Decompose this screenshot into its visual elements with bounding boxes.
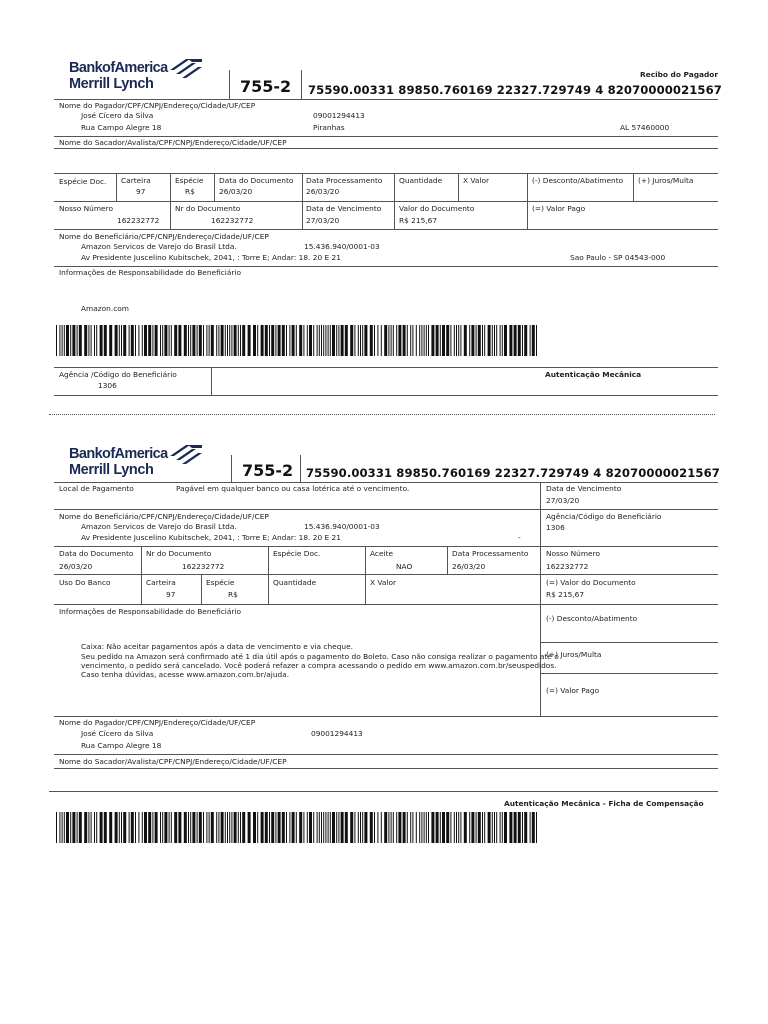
aceite-value: NAO xyxy=(396,562,413,571)
data-processamento-value: 26/03/20 xyxy=(306,187,340,196)
especie-doc-label-2: Espécie Doc. xyxy=(273,549,321,558)
bank-code-2: 755-2 xyxy=(242,461,294,480)
payer-doc: 09001294413 xyxy=(313,111,365,120)
beneficiario-name: Amazon Servicos de Varejo do Brasil Ltda. xyxy=(81,242,237,251)
payer-name: José Cícero da Silva xyxy=(81,111,154,120)
data-processamento-label: Data Processamento xyxy=(306,176,383,185)
especie-doc-label: Espécie Doc. xyxy=(59,177,107,186)
nosso-numero-value-2: 162232772 xyxy=(546,562,589,571)
especie-label-2: Espécie xyxy=(206,578,235,587)
desconto-label-2: (-) Desconto/Abatimento xyxy=(546,614,638,623)
beneficiario-city: Sao Paulo - SP 04543-000 xyxy=(570,253,666,262)
payer-city: Piranhas xyxy=(313,123,345,132)
payer-street: Rua Campo Alegre 18 xyxy=(81,123,162,132)
payer-street-2: Rua Campo Alegre 18 xyxy=(81,741,162,750)
agencia-label-2: Agência/Código do Beneficiário xyxy=(546,512,662,521)
carteira-value-2: 97 xyxy=(166,590,176,599)
especie-value-2: R$ xyxy=(228,590,238,599)
beneficiario-address: Av Presidente Juscelino Kubitschek, 2041, : Torre E; Andar: 18. 20 E 21 xyxy=(81,253,341,262)
beneficiario-label: Nome do Beneficiário/CPF/CNPJ/Endereço/Cidade/UF/CEP xyxy=(59,232,269,241)
local-pagamento-text: Pagável em qualquer banco ou casa lotérica até o vencimento. xyxy=(176,484,410,493)
beneficiario-label-2: Nome do Beneficiário/CPF/CNPJ/Endereço/Cidade/UF/CEP xyxy=(59,512,269,521)
nosso-numero-value: 162232772 xyxy=(117,216,160,225)
data-processamento-value-2: 26/03/20 xyxy=(452,562,486,571)
vencimento-value: 27/03/20 xyxy=(546,496,580,505)
data-vencimento-label: Data de Vencimento xyxy=(306,204,382,213)
info-text: Amazon.com xyxy=(81,304,130,313)
nr-documento-value-2: 162232772 xyxy=(182,562,225,571)
beneficiario-address-2: Av Presidente Juscelino Kubitschek, 2041, : Torre E; Andar: 18. 20 E 21 xyxy=(81,533,341,542)
bank-logo-name: BankofAmerica xyxy=(69,60,168,76)
agencia-value-2: 1306 xyxy=(546,523,565,532)
info-label-2: Informações de Responsabilidade do Beneficiário xyxy=(59,607,242,616)
receipt-title: Recibo do Pagador xyxy=(640,70,718,79)
data-documento-label-2: Data do Documento xyxy=(59,549,134,558)
vencimento-label: Data de Vencimento xyxy=(546,484,622,493)
valor-pago-label: (=) Valor Pago xyxy=(532,204,586,213)
agencia-label: Agência /Código do Beneficiário xyxy=(59,370,177,379)
digitable-line: 75590.00331 89850.760169 22327.729749 4 82070000021567 xyxy=(308,83,722,97)
instruction-3: vencimento, o pedido será cancelado. Você poderá refazer a compra acessando o pedido em www.amazon.com.br/seuspedidos. xyxy=(81,661,557,670)
barcode xyxy=(56,325,540,356)
nr-documento-value: 162232772 xyxy=(211,216,254,225)
data-processamento-label-2: Data Processamento xyxy=(452,549,529,558)
beneficiario-dash: - xyxy=(518,533,521,542)
instruction-2: Seu pedido na Amazon será confirmado até 1 dia útil após o pagamento do Boleto. Caso não consiga realizar o pagamento até o xyxy=(81,652,559,661)
valor-pago-label-2: (=) Valor Pago xyxy=(546,686,600,695)
instruction-4: Caso tenha dúvidas, acesse www.amazon.com.br/ajuda. xyxy=(81,670,290,679)
payer-state-cep: AL 57460000 xyxy=(620,123,670,132)
valor-documento-label: Valor do Documento xyxy=(399,204,475,213)
bank-logo-subname: Merrill Lynch xyxy=(69,76,154,92)
valor-documento-value: R$ 215,67 xyxy=(399,216,438,225)
cut-line xyxy=(49,414,715,415)
barcode xyxy=(56,812,540,843)
flag-logo-icon xyxy=(168,56,204,78)
info-label: Informações de Responsabilidade do Beneficiário xyxy=(59,268,242,277)
nosso-numero-label-2: Nosso Número xyxy=(546,549,600,558)
aceite-label: Aceite xyxy=(370,549,394,558)
payer-label-2: Nome do Pagador/CPF/CNPJ/Endereço/Cidade/UF/CEP xyxy=(59,718,256,727)
nr-documento-label-2: Nr do Documento xyxy=(146,549,212,558)
valor-documento-label-2: (=) Valor do Documento xyxy=(546,578,636,587)
nr-documento-label: Nr do Documento xyxy=(175,204,241,213)
autenticacao-ficha-label: Autenticação Mecânica - Ficha de Compensação xyxy=(504,799,704,808)
instruction-1: Caixa: Não aceitar pagamentos após a data de vencimento e via cheque. xyxy=(81,642,354,651)
data-documento-value: 26/03/20 xyxy=(219,187,253,196)
payer-label: Nome do Pagador/CPF/CNPJ/Endereço/Cidade/UF/CEP xyxy=(59,101,256,110)
especie-label: Espécie xyxy=(175,176,204,185)
sacador-label-2: Nome do Sacador/Avalista/CPF/CNPJ/Endereço/Cidade/UF/CEP xyxy=(59,757,287,766)
digitable-line-2: 75590.00331 89850.760169 22327.729749 4 82070000021567 xyxy=(306,466,720,480)
carteira-value: 97 xyxy=(136,187,146,196)
local-pagamento-label: Local de Pagamento xyxy=(59,484,134,493)
juros-label-2: (+) Juros/Multa xyxy=(546,650,602,659)
x-valor-label-2: X Valor xyxy=(370,578,397,587)
beneficiario-name-2: Amazon Servicos de Varejo do Brasil Ltda. xyxy=(81,522,237,531)
sacador-label: Nome do Sacador/Avalista/CPF/CNPJ/Endereço/Cidade/UF/CEP xyxy=(59,138,287,147)
data-documento-label: Data do Documento xyxy=(219,176,294,185)
data-documento-value-2: 26/03/20 xyxy=(59,562,93,571)
beneficiario-cnpj: 15.436.940/0001-03 xyxy=(304,242,380,251)
data-vencimento-value: 27/03/20 xyxy=(306,216,340,225)
desconto-label: (-) Desconto/Abatimento xyxy=(532,176,624,185)
beneficiario-cnpj-2: 15.436.940/0001-03 xyxy=(304,522,380,531)
flag-logo-icon xyxy=(168,442,204,464)
nosso-numero-label: Nosso Número xyxy=(59,204,113,213)
autenticacao-label: Autenticação Mecânica xyxy=(545,370,642,379)
especie-value: R$ xyxy=(185,187,195,196)
uso-banco-label: Uso Do Banco xyxy=(59,578,111,587)
payer-doc-2: 09001294413 xyxy=(311,729,363,738)
agencia-value: 1306 xyxy=(98,381,117,390)
carteira-label: Carteira xyxy=(121,176,151,185)
x-valor-label: X Valor xyxy=(463,176,490,185)
bank-logo-name-2: BankofAmerica xyxy=(69,446,168,462)
quantidade-label-2: Quantidade xyxy=(273,578,317,587)
juros-label: (+) Juros/Multa xyxy=(638,176,694,185)
quantidade-label: Quantidade xyxy=(399,176,443,185)
valor-documento-value-2: R$ 215,67 xyxy=(546,590,585,599)
bank-code: 755-2 xyxy=(240,77,292,96)
carteira-label-2: Carteira xyxy=(146,578,176,587)
bank-logo-subname-2: Merrill Lynch xyxy=(69,462,154,478)
payer-name-2: José Cícero da Silva xyxy=(81,729,154,738)
